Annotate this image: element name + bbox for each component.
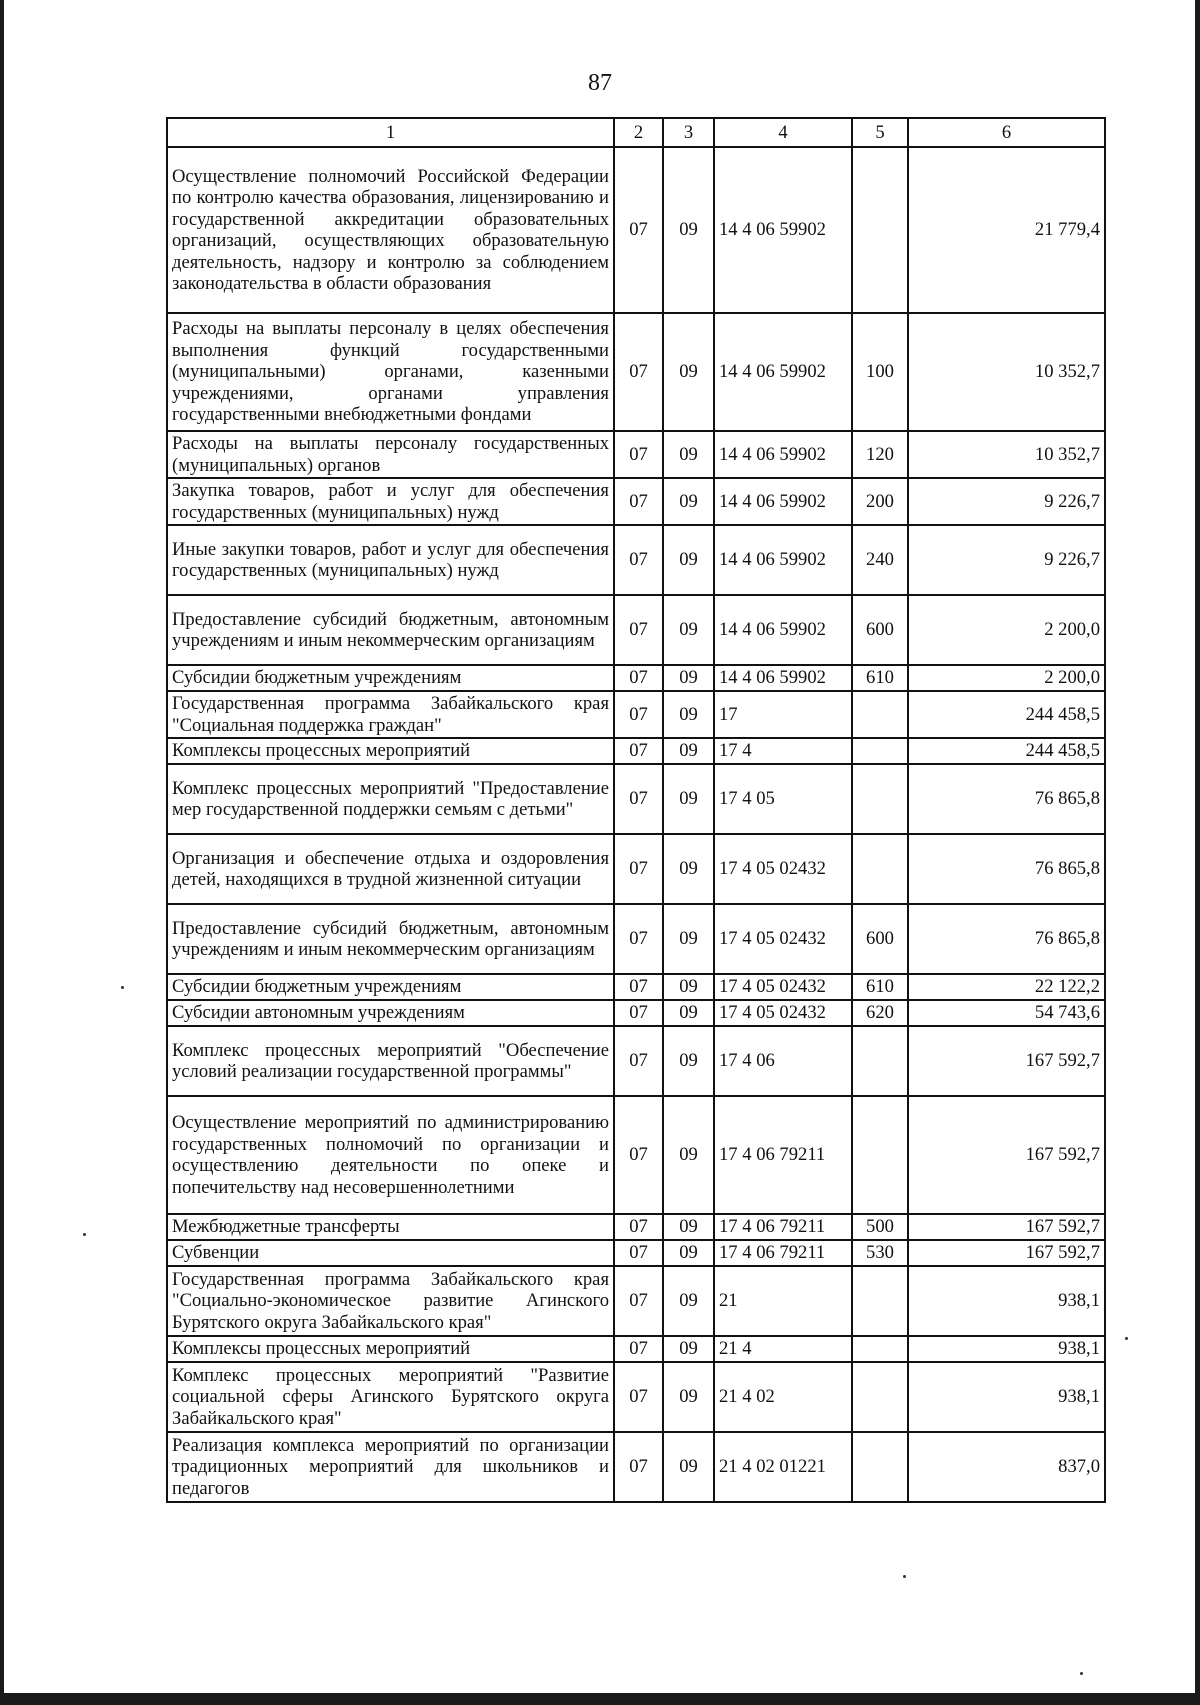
table-row bbox=[167, 147, 1105, 313]
cell-section: 07 bbox=[614, 764, 663, 834]
cell-name: Иные закупки товаров, работ и услуг для обеспечения государственных (муниципальных) нужд bbox=[167, 525, 614, 595]
cell-section: 07 bbox=[614, 1000, 663, 1026]
cell-subsection: 09 bbox=[663, 1362, 714, 1432]
table-row bbox=[167, 595, 1105, 665]
cell-amount: 76 865,8 bbox=[908, 834, 1105, 904]
cell-name: Комплексы процессных мероприятий bbox=[167, 1336, 614, 1362]
cell-subsection: 09 bbox=[663, 595, 714, 665]
cell-name: Организация и обеспечение отдыха и оздоровления детей, находящихся в трудной жизненной ситуации bbox=[167, 834, 614, 904]
header-cell-subsection: 3 bbox=[663, 118, 714, 147]
cell-section: 07 bbox=[614, 665, 663, 691]
cell-expense-type: 100 bbox=[852, 313, 908, 431]
cell-target-article: 21 4 02 01221 bbox=[714, 1432, 852, 1502]
cell-name: Осуществление полномочий Российской Федерации по контролю качества образования, лицензированию и государственной аккредитации образовательных организаций, осуществляющих образовательную деятельность, надзору и контролю за соблюдением законодательства в области образования bbox=[167, 147, 614, 313]
cell-amount: 167 592,7 bbox=[908, 1214, 1105, 1240]
header-cell-section: 2 bbox=[614, 118, 663, 147]
cell-amount: 9 226,7 bbox=[908, 478, 1105, 525]
scan-speck bbox=[1125, 1337, 1128, 1340]
cell-target-article: 14 4 06 59902 bbox=[714, 665, 852, 691]
cell-target-article: 17 4 05 02432 bbox=[714, 834, 852, 904]
cell-target-article: 14 4 06 59902 bbox=[714, 525, 852, 595]
cell-subsection: 09 bbox=[663, 665, 714, 691]
cell-subsection: 09 bbox=[663, 1432, 714, 1502]
cell-amount: 938,1 bbox=[908, 1362, 1105, 1432]
cell-section: 07 bbox=[614, 1214, 663, 1240]
table-row bbox=[167, 764, 1105, 834]
cell-subsection: 09 bbox=[663, 525, 714, 595]
cell-subsection: 09 bbox=[663, 834, 714, 904]
cell-amount: 10 352,7 bbox=[908, 313, 1105, 431]
scan-speck bbox=[1080, 1672, 1083, 1675]
cell-section: 07 bbox=[614, 1096, 663, 1214]
cell-expense-type bbox=[852, 147, 908, 313]
cell-target-article: 14 4 06 59902 bbox=[714, 431, 852, 478]
table-row bbox=[167, 904, 1105, 974]
cell-target-article: 17 4 06 bbox=[714, 1026, 852, 1096]
cell-expense-type bbox=[852, 738, 908, 764]
table-row bbox=[167, 431, 1105, 478]
cell-expense-type bbox=[852, 764, 908, 834]
cell-expense-type: 120 bbox=[852, 431, 908, 478]
cell-amount: 938,1 bbox=[908, 1336, 1105, 1362]
table-row bbox=[167, 1362, 1105, 1432]
cell-name: Комплекс процессных мероприятий "Предоставление мер государственной поддержки семьям с детьми" bbox=[167, 764, 614, 834]
cell-subsection: 09 bbox=[663, 691, 714, 738]
cell-section: 07 bbox=[614, 525, 663, 595]
cell-name: Государственная программа Забайкальского края "Социальная поддержка граждан" bbox=[167, 691, 614, 738]
cell-subsection: 09 bbox=[663, 1096, 714, 1214]
cell-section: 07 bbox=[614, 974, 663, 1000]
cell-name: Расходы на выплаты персоналу государственных (муниципальных) органов bbox=[167, 431, 614, 478]
cell-amount: 10 352,7 bbox=[908, 431, 1105, 478]
cell-expense-type bbox=[852, 1336, 908, 1362]
cell-amount: 244 458,5 bbox=[908, 738, 1105, 764]
cell-section: 07 bbox=[614, 904, 663, 974]
cell-target-article: 17 4 06 79211 bbox=[714, 1214, 852, 1240]
scan-speck bbox=[903, 1575, 906, 1578]
cell-expense-type bbox=[852, 834, 908, 904]
cell-name: Субсидии бюджетным учреждениям bbox=[167, 974, 614, 1000]
scan-edge-left bbox=[0, 0, 4, 1705]
cell-expense-type bbox=[852, 1096, 908, 1214]
cell-expense-type bbox=[852, 1432, 908, 1502]
cell-subsection: 09 bbox=[663, 431, 714, 478]
cell-target-article: 21 bbox=[714, 1266, 852, 1336]
table-row bbox=[167, 1096, 1105, 1214]
cell-name: Предоставление субсидий бюджетным, автономным учреждениям и иным некоммерческим организациям bbox=[167, 595, 614, 665]
cell-expense-type: 600 bbox=[852, 904, 908, 974]
table-row bbox=[167, 525, 1105, 595]
cell-expense-type: 530 bbox=[852, 1240, 908, 1266]
cell-section: 07 bbox=[614, 478, 663, 525]
cell-amount: 167 592,7 bbox=[908, 1026, 1105, 1096]
cell-target-article: 21 4 02 bbox=[714, 1362, 852, 1432]
cell-amount: 21 779,4 bbox=[908, 147, 1105, 313]
cell-target-article: 17 4 05 02432 bbox=[714, 904, 852, 974]
table-row bbox=[167, 478, 1105, 525]
scan-speck bbox=[83, 1233, 86, 1236]
cell-subsection: 09 bbox=[663, 738, 714, 764]
cell-name: Субвенции bbox=[167, 1240, 614, 1266]
cell-name: Закупка товаров, работ и услуг для обеспечения государственных (муниципальных) нужд bbox=[167, 478, 614, 525]
cell-subsection: 09 bbox=[663, 1000, 714, 1026]
cell-expense-type: 600 bbox=[852, 595, 908, 665]
table-row bbox=[167, 834, 1105, 904]
cell-section: 07 bbox=[614, 313, 663, 431]
table-row bbox=[167, 1266, 1105, 1336]
cell-section: 07 bbox=[614, 147, 663, 313]
cell-target-article: 17 bbox=[714, 691, 852, 738]
cell-expense-type: 620 bbox=[852, 1000, 908, 1026]
cell-name: Межбюджетные трансферты bbox=[167, 1214, 614, 1240]
cell-subsection: 09 bbox=[663, 313, 714, 431]
cell-target-article: 21 4 bbox=[714, 1336, 852, 1362]
cell-target-article: 14 4 06 59902 bbox=[714, 313, 852, 431]
cell-amount: 2 200,0 bbox=[908, 595, 1105, 665]
cell-amount: 167 592,7 bbox=[908, 1240, 1105, 1266]
cell-subsection: 09 bbox=[663, 478, 714, 525]
cell-target-article: 17 4 06 79211 bbox=[714, 1096, 852, 1214]
page-number: 87 bbox=[588, 70, 612, 96]
cell-name: Предоставление субсидий бюджетным, автономным учреждениям и иным некоммерческим организациям bbox=[167, 904, 614, 974]
header-cell-amount: 6 bbox=[908, 118, 1105, 147]
cell-expense-type bbox=[852, 1266, 908, 1336]
cell-section: 07 bbox=[614, 738, 663, 764]
cell-target-article: 17 4 05 02432 bbox=[714, 974, 852, 1000]
cell-name: Субсидии автономным учреждениям bbox=[167, 1000, 614, 1026]
cell-name: Осуществление мероприятий по администрированию государственных полномочий по организации и осуществлению деятельности по опеке и попечительству над несовершеннолетними bbox=[167, 1096, 614, 1214]
table-row bbox=[167, 1240, 1105, 1266]
cell-section: 07 bbox=[614, 834, 663, 904]
cell-section: 07 bbox=[614, 1432, 663, 1502]
cell-name: Комплекс процессных мероприятий "Обеспечение условий реализации государственной программы" bbox=[167, 1026, 614, 1096]
cell-amount: 938,1 bbox=[908, 1266, 1105, 1336]
table-row bbox=[167, 1214, 1105, 1240]
cell-subsection: 09 bbox=[663, 1026, 714, 1096]
cell-amount: 244 458,5 bbox=[908, 691, 1105, 738]
cell-amount: 9 226,7 bbox=[908, 525, 1105, 595]
cell-expense-type bbox=[852, 1026, 908, 1096]
cell-section: 07 bbox=[614, 691, 663, 738]
cell-expense-type bbox=[852, 691, 908, 738]
table-row bbox=[167, 1000, 1105, 1026]
cell-expense-type bbox=[852, 1362, 908, 1432]
cell-name: Государственная программа Забайкальского края "Социально-экономическое развитие Агинского Бурятского округа Забайкальского края" bbox=[167, 1266, 614, 1336]
cell-target-article: 17 4 bbox=[714, 738, 852, 764]
header-cell-name: 1 bbox=[167, 118, 614, 147]
table-row bbox=[167, 313, 1105, 431]
scan-speck bbox=[121, 986, 124, 989]
cell-amount: 76 865,8 bbox=[908, 764, 1105, 834]
cell-section: 07 bbox=[614, 1362, 663, 1432]
cell-name: Комплекс процессных мероприятий "Развитие социальной сферы Агинского Бурятского округа Забайкальского края" bbox=[167, 1362, 614, 1432]
cell-section: 07 bbox=[614, 595, 663, 665]
cell-section: 07 bbox=[614, 1240, 663, 1266]
table-row bbox=[167, 738, 1105, 764]
cell-amount: 2 200,0 bbox=[908, 665, 1105, 691]
cell-amount: 837,0 bbox=[908, 1432, 1105, 1502]
cell-target-article: 14 4 06 59902 bbox=[714, 478, 852, 525]
cell-target-article: 17 4 06 79211 bbox=[714, 1240, 852, 1266]
table-row bbox=[167, 665, 1105, 691]
cell-subsection: 09 bbox=[663, 1336, 714, 1362]
cell-subsection: 09 bbox=[663, 904, 714, 974]
header-cell-target-article: 4 bbox=[714, 118, 852, 147]
cell-target-article: 14 4 06 59902 bbox=[714, 147, 852, 313]
cell-section: 07 bbox=[614, 1266, 663, 1336]
cell-amount: 76 865,8 bbox=[908, 904, 1105, 974]
scan-edge-bottom bbox=[0, 1693, 1200, 1705]
cell-subsection: 09 bbox=[663, 1214, 714, 1240]
cell-expense-type: 200 bbox=[852, 478, 908, 525]
cell-amount: 167 592,7 bbox=[908, 1096, 1105, 1214]
table-row bbox=[167, 1432, 1105, 1502]
cell-target-article: 17 4 05 02432 bbox=[714, 1000, 852, 1026]
cell-expense-type: 610 bbox=[852, 665, 908, 691]
cell-subsection: 09 bbox=[663, 764, 714, 834]
header-cell-expense-type: 5 bbox=[852, 118, 908, 147]
table-row bbox=[167, 1026, 1105, 1096]
cell-subsection: 09 bbox=[663, 1266, 714, 1336]
cell-name: Субсидии бюджетным учреждениям bbox=[167, 665, 614, 691]
table-header-row bbox=[167, 118, 1105, 147]
cell-section: 07 bbox=[614, 1026, 663, 1096]
table-row bbox=[167, 974, 1105, 1000]
cell-amount: 22 122,2 bbox=[908, 974, 1105, 1000]
cell-expense-type: 240 bbox=[852, 525, 908, 595]
cell-name: Реализация комплекса мероприятий по организации традиционных мероприятий для школьников и педагогов bbox=[167, 1432, 614, 1502]
table-row bbox=[167, 1336, 1105, 1362]
scan-edge-right bbox=[1195, 0, 1200, 1705]
cell-target-article: 14 4 06 59902 bbox=[714, 595, 852, 665]
cell-expense-type: 610 bbox=[852, 974, 908, 1000]
table-body bbox=[167, 147, 1105, 1502]
cell-name: Комплексы процессных мероприятий bbox=[167, 738, 614, 764]
cell-subsection: 09 bbox=[663, 1240, 714, 1266]
cell-section: 07 bbox=[614, 431, 663, 478]
table-row bbox=[167, 691, 1105, 738]
cell-name: Расходы на выплаты персоналу в целях обеспечения выполнения функций государственными (муниципальными) органами, казенными учреждениями, органами управления государственными внебюджетными фондами bbox=[167, 313, 614, 431]
cell-section: 07 bbox=[614, 1336, 663, 1362]
cell-amount: 54 743,6 bbox=[908, 1000, 1105, 1026]
budget-table bbox=[166, 117, 1106, 1503]
cell-expense-type: 500 bbox=[852, 1214, 908, 1240]
cell-target-article: 17 4 05 bbox=[714, 764, 852, 834]
cell-subsection: 09 bbox=[663, 147, 714, 313]
cell-subsection: 09 bbox=[663, 974, 714, 1000]
